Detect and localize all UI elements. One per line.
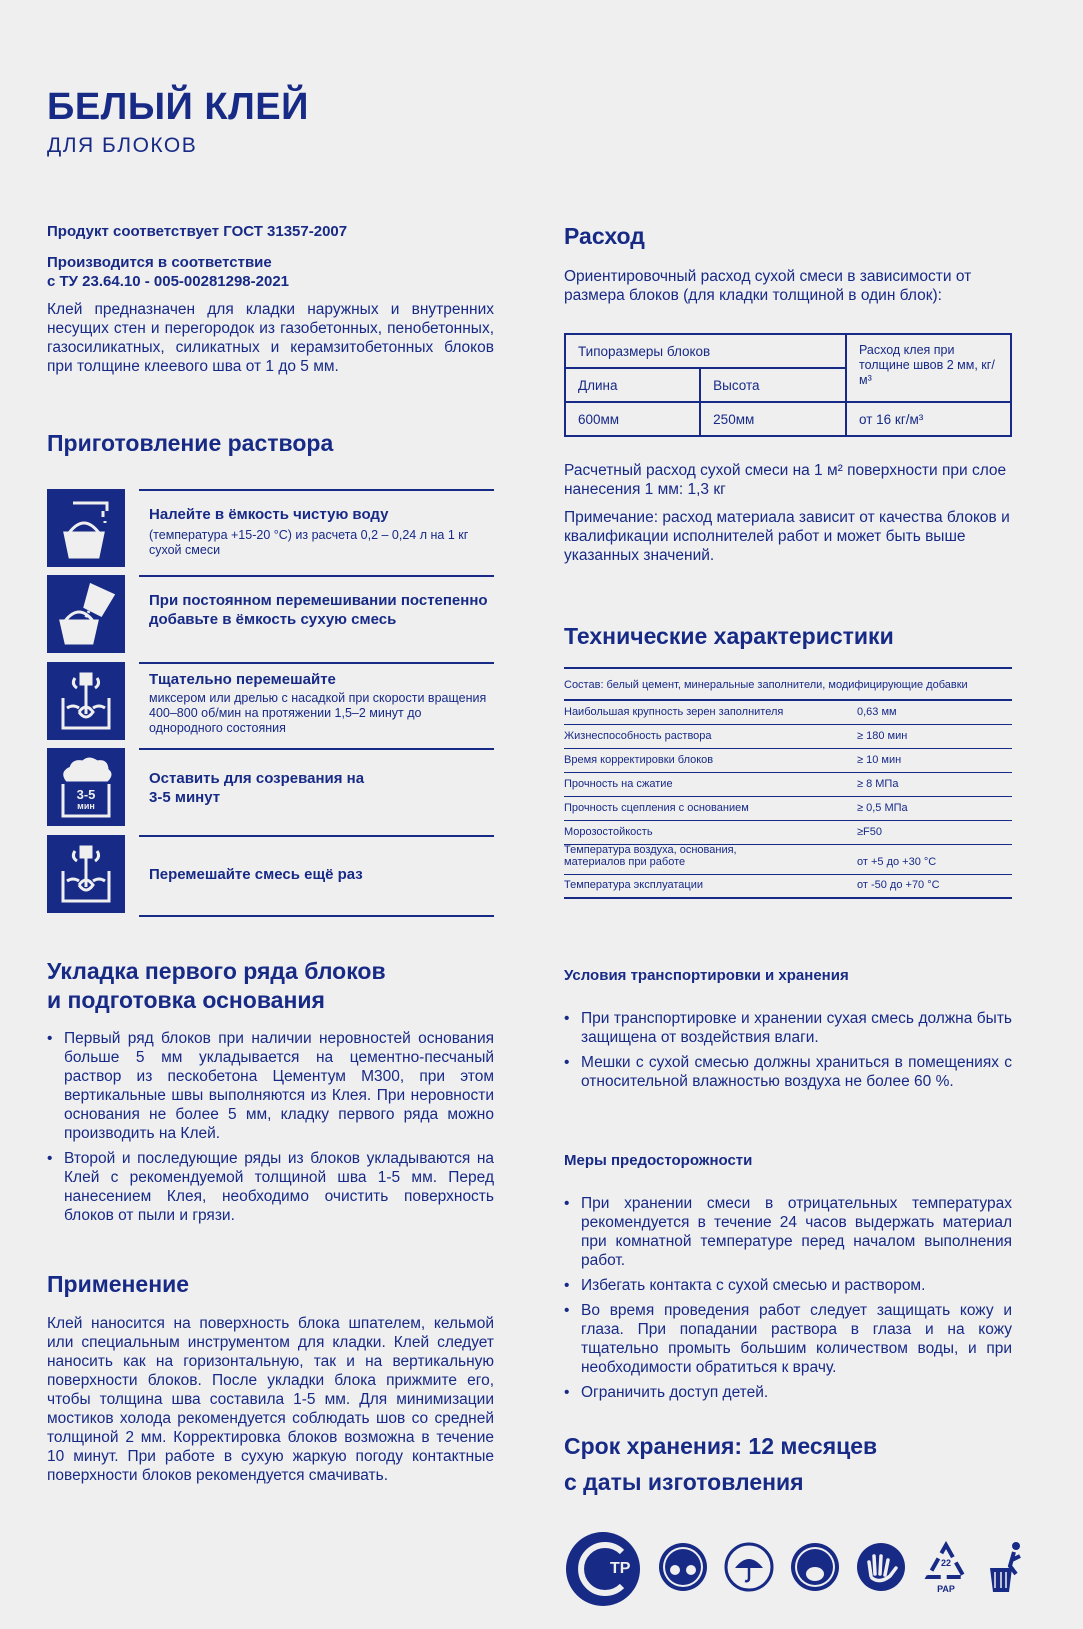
precautions-list <box>564 1194 1012 1402</box>
laying-section <box>47 957 494 1231</box>
tech-param-value: ≥ 180 мин <box>857 730 908 742</box>
table-row <box>564 773 1012 797</box>
intro-section <box>47 222 494 376</box>
shelf-section <box>564 1432 1012 1497</box>
application-section <box>47 1270 494 1485</box>
shelf-line-2: с даты изготовления <box>564 1469 804 1495</box>
tech-param-value: ≥ 10 мин <box>857 754 902 766</box>
table-row <box>564 875 1012 899</box>
gost-label: Продукт соответствует ГОСТ 31357-2007 <box>47 223 348 240</box>
table-row <box>564 797 1012 821</box>
list-item: • Первый ряд блоков при наличии неровностей основания больше 5 мм укладывается на цементно-песчаный раствор из пескобетона Цементум М300, при этом вертикальные швы выполняются из Клея. При неровности основания не более 5 мм, кладку первого ряда можно производить на Клей. <box>47 1029 494 1143</box>
pour-mix-icon <box>47 575 125 653</box>
table-header-rate: Расход клея при толщине швов 2 мм, кг/м³ <box>846 334 1011 402</box>
transport-section <box>564 966 1012 1097</box>
certification-icon <box>564 1530 642 1608</box>
application-heading: Применение <box>47 1271 190 1297</box>
tu-label-2: с ТУ 23.64.10 - 005-00281298-2021 <box>47 273 290 290</box>
step-title: Налейте в ёмкость чистую воду <box>149 506 389 523</box>
tech-param-name: Жизнеспособность раствора <box>564 730 712 742</box>
recycle-icon <box>924 1541 968 1597</box>
tech-param-value: ≥ 8 МПа <box>857 778 899 790</box>
trash-bin-icon <box>986 1540 1030 1599</box>
table-header-sizes: Типоразмеры блоков <box>565 334 846 368</box>
list-item: • Второй и последующие ряды из блоков укладываются на Клей с рекомендуемой толщиной шва 1-5 мм. Перед нанесением Клея, необходимо очистить поверхность блоков от пыли и грязи. <box>47 1149 494 1225</box>
consumption-note: Примечание: расход материала зависит от качества блоков и квалификации исполнителей работ и может быть выше указанных значений. <box>564 509 1010 564</box>
mixer-icon <box>47 662 125 740</box>
list-item: • Во время проведения работ следует защищать кожу и глаза. При попадании раствора в глаза и на кожу тщательно промыть большим количеством воды, и при необходимости обратиться к врачу. <box>564 1301 1012 1377</box>
recycle-number: 22 <box>940 1558 951 1568</box>
prep-step-4 <box>47 748 494 828</box>
footer-icons <box>564 1530 1030 1608</box>
tech-param-name: Температура воздуха, основания, материалов при работе <box>564 844 737 868</box>
table-row <box>564 701 1012 725</box>
tech-param-name: Прочность на сжатие <box>564 778 673 790</box>
transport-heading: Условия транспортировки и хранения <box>564 967 849 984</box>
list-item: • Ограничить доступ детей. <box>564 1383 1012 1402</box>
tu-label-1: Производится в соответствие <box>47 254 272 271</box>
tech-param-name: Температура эксплуатации <box>564 879 703 891</box>
tech-param-name: Прочность сцепления с основанием <box>564 802 749 814</box>
tech-param-value: ≥F50 <box>857 826 882 838</box>
cert-text: ТР <box>610 1560 631 1577</box>
recycle-label: PAP <box>937 1584 955 1594</box>
tech-heading: Технические характеристики <box>564 623 894 649</box>
application-text: Клей наносится на поверхность блока шпателем, кельмой или специальным инструментом для кладки. Клей следует наносить как на горизонтальную, так и на вертикальную поверхности блоков. После укладки блока прижмите его, чтобы толщина шва составила 1-5 мм. Для минимизации мостиков холода рекомендуется соблюдать шов со средней толщиной 2 мм. Корректировка блоков возможна в течение 10 минут. При работе в сухую жаркую погоду контактные поверхности блоков рекомендуется смачивать. <box>47 1315 494 1484</box>
tech-param-value: ≥ 0,5 МПа <box>857 802 908 814</box>
transport-list <box>564 1009 1012 1091</box>
gloves-icon <box>856 1542 906 1597</box>
step-desc: миксером или дрелью с насадкой при скорости вращения 400–800 об/мин на протяжении 1,5–2 минут до однородного состояния <box>149 691 487 735</box>
shelf-line-1: Срок хранения: 12 месяцев <box>564 1433 878 1459</box>
consumption-section <box>564 222 1012 565</box>
tech-param-name: Время корректировки блоков <box>564 754 714 766</box>
prep-step-2 <box>47 575 494 655</box>
tech-composition: Состав: белый цемент, минеральные заполнители, модифицирующие добавки <box>564 679 968 691</box>
laying-list <box>47 1029 494 1225</box>
tech-rows <box>564 701 1012 899</box>
consumption-table <box>564 333 1012 437</box>
table-row <box>564 821 1012 845</box>
precautions-section <box>564 1151 1012 1408</box>
keep-dry-icon <box>724 1542 774 1597</box>
tech-param-value: от +5 до +30 °С <box>857 856 937 868</box>
tech-param-name: Морозостойкость <box>564 826 653 838</box>
tech-param-value: 0,63 мм <box>857 706 897 718</box>
prep-heading: Приготовление раствора <box>47 430 334 456</box>
product-subtitle: ДЛЯ БЛОКОВ <box>47 134 198 157</box>
table-row <box>564 845 1012 875</box>
tech-param-value: от -50 до +70 °С <box>857 879 940 891</box>
consumption-intro: Ориентировочный расход сухой смеси в зависимости от размера блоков (для кладки толщиной в один блок): <box>564 268 972 304</box>
respirator-icon <box>790 1542 840 1597</box>
timer-badge: 3-5 <box>76 787 96 802</box>
step-desc: (температура +15-20 °С) из расчета 0,2 – 0,24 л на 1 кг сухой смеси <box>149 528 469 557</box>
list-item: • При транспортировке и хранении сухая смесь должна быть защищена от воздействия влаги. <box>564 1009 1012 1047</box>
table-cell-rate: от 16 кг/м³ <box>846 402 1011 436</box>
consumption-per-m2: Расчетный расход сухой смеси на 1 м² поверхности при слое нанесения 1 мм: 1,3 кг <box>564 462 1007 498</box>
list-item: • Мешки с сухой смесью должны храниться в помещениях с относительной влажностью воздуха не более 60 %. <box>564 1053 1012 1091</box>
step-title: Оставить для созревания на 3-5 минут <box>149 770 365 806</box>
tech-section <box>564 622 1012 899</box>
list-item: • При хранении смеси в отрицательных температурах рекомендуется в течение 24 часов выдержать материал при комнатной температуре перед началом выполнения работ. <box>564 1194 1012 1270</box>
precautions-heading: Меры предосторожности <box>564 1152 753 1169</box>
timer-cloud-icon <box>47 748 125 826</box>
laying-heading-2: и подготовка основания <box>47 987 325 1013</box>
prep-step-1 <box>47 489 494 569</box>
table-header-height: Высота <box>700 368 846 402</box>
laying-heading-1: Укладка первого ряда блоков <box>47 958 386 984</box>
consumption-heading: Расход <box>564 223 645 249</box>
table-row <box>564 725 1012 749</box>
faucet-bucket-icon <box>47 489 125 567</box>
intro-text: Клей предназначен для кладки наружных и внутренних несущих стен и перегородок из газобетонных, пенобетонных, газосиликатных, силикатных и керамзитобетонных блоков при толщине клеевого шва от 1 до 5 мм. <box>47 301 494 375</box>
step-title: Тщательно перемешайте <box>149 671 336 688</box>
mixer-icon <box>47 835 125 913</box>
tech-param-name: Наибольшая крупность зерен заполнителя <box>564 706 784 718</box>
prep-step-5 <box>47 835 494 915</box>
table-header-length: Длина <box>565 368 700 402</box>
list-item: • Избегать контакта с сухой смесью и раствором. <box>564 1276 1012 1295</box>
goggles-icon <box>658 1542 708 1597</box>
product-title: БЕЛЫЙ КЛЕЙ <box>47 86 309 128</box>
timer-unit: мин <box>77 801 95 811</box>
step-title: При постоянном перемешивании постепенно добавьте в ёмкость сухую смесь <box>149 592 488 628</box>
table-cell-length: 600мм <box>565 402 700 436</box>
prep-step-3 <box>47 662 494 742</box>
table-row <box>564 749 1012 773</box>
step-title: Перемешайте смесь ещё раз <box>149 866 363 883</box>
table-cell-height: 250мм <box>700 402 846 436</box>
